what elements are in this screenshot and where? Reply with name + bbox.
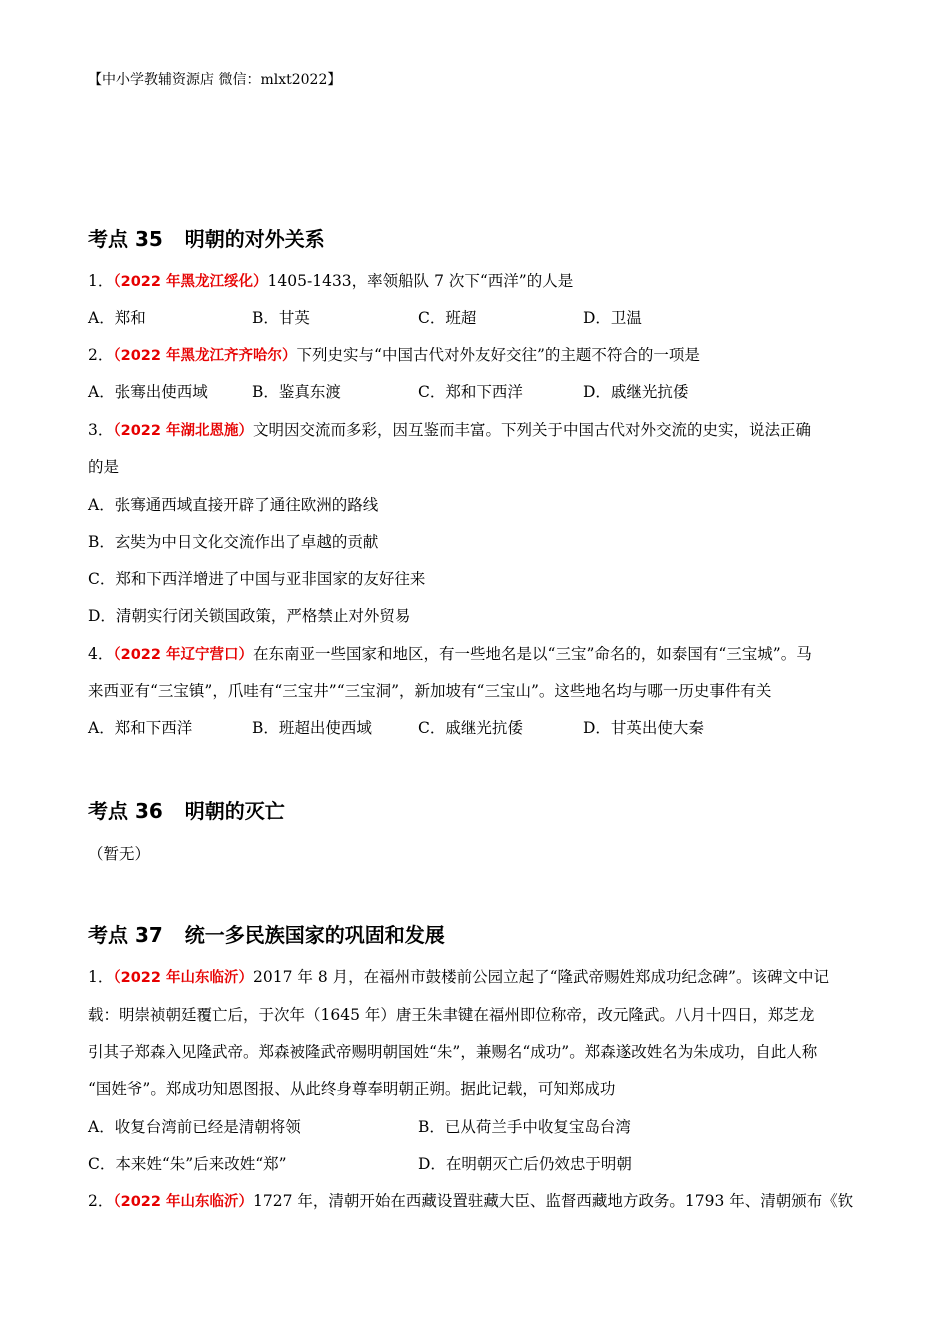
option-b[interactable]: B．玄奘为中日文化交流作出了卓越的贡献 [88, 533, 379, 551]
s35-q1-stem [88, 270, 868, 293]
s35-q1-options [88, 307, 868, 329]
option-d[interactable]: D．清朝实行闭关锁国政策，严格禁止对外贸易 [88, 607, 411, 625]
question-number: 1． [88, 272, 114, 290]
question-text: 下列史实与“中国古代对外友好交往”的主题不符合的一项是 [296, 346, 700, 364]
section-37-title [88, 921, 445, 949]
option-c[interactable]: C．郑和下西洋增进了中国与亚非国家的友好往来 [88, 570, 426, 588]
s37-q1-stem-line3: 引其子郑森入见隆武帝。郑森被隆武帝赐明朝国姓“朱”，兼赐名“成功”。郑森遂改姓名为朱成功，自此人称 [88, 1043, 818, 1061]
option-d[interactable]: D．卫温 [583, 309, 642, 327]
option-b[interactable]: B．班超出使西域 [252, 719, 372, 737]
section-36-title [88, 797, 285, 825]
option-b[interactable]: B．已从荷兰手中收复宝岛台湾 [418, 1118, 631, 1136]
section-35-number: 考点 35 [88, 227, 163, 251]
section-35-name: 明朝的对外关系 [184, 227, 325, 251]
s35-q4-stem [88, 643, 868, 666]
question-number: 2． [88, 1192, 114, 1210]
question-text: 文明因交流而多彩，因互鉴而丰富。下列关于中国古代对外交流的史实，说法正确 [253, 421, 812, 439]
s37-q1-stem-line2: 载：明崇祯朝廷覆亡后，于次年（1645 年）唐王朱聿键在福州即位称帝，改元隆武。八月十四日，郑芝龙 [88, 1006, 815, 1024]
section-36-number: 考点 36 [88, 799, 163, 823]
s35-q2-options [88, 381, 868, 403]
section-35-title [88, 225, 325, 253]
s37-q1-stem [88, 966, 868, 989]
question-text: 在东南亚一些国家和地区，有一些地名是以“三宝”命名的，如泰国有“三宝城”。马 [253, 645, 812, 663]
option-a[interactable]: A．张骞通西域直接开辟了通往欧洲的路线 [88, 496, 379, 514]
question-source: （2022 年黑龙江齐齐哈尔） [113, 348, 297, 364]
option-c[interactable]: C．班超 [418, 309, 477, 327]
s37-q1-options-row2 [88, 1153, 868, 1175]
option-a[interactable]: A．收复台湾前已经是清朝将领 [88, 1118, 301, 1136]
question-number: 3． [88, 421, 114, 439]
question-text: 2017 年 8 月，在福州市鼓楼前公园立起了“隆武帝赐姓郑成功纪念碑”。该碑文中记 [253, 968, 829, 986]
question-source: （2022 年辽宁营口） [113, 647, 254, 663]
s37-q1-options-row1 [88, 1116, 868, 1138]
section-36-name: 明朝的灭亡 [184, 799, 285, 823]
question-number: 4． [88, 645, 114, 663]
option-a[interactable]: A．郑和 [88, 309, 146, 327]
question-source: （2022 年湖北恩施） [113, 423, 254, 439]
option-c[interactable]: C．戚继光抗倭 [418, 719, 523, 737]
s35-q4-options [88, 717, 868, 739]
s35-q3-stem [88, 419, 868, 442]
section-37-number: 考点 37 [88, 923, 163, 947]
option-b[interactable]: B．鉴真东渡 [252, 383, 341, 401]
header-watermark: 【中小学教辅资源店 微信：mlxt2022】 [88, 72, 342, 88]
option-c[interactable]: C．本来姓“朱”后来改姓“郑” [88, 1155, 287, 1173]
option-d[interactable]: D．甘英出使大秦 [583, 719, 704, 737]
question-source: （2022 年山东临沂） [113, 1194, 254, 1210]
option-a[interactable]: A．郑和下西洋 [88, 719, 193, 737]
option-d[interactable]: D．戚继光抗倭 [583, 383, 689, 401]
option-b[interactable]: B．甘英 [252, 309, 310, 327]
question-text: 1727 年，清朝开始在西藏设置驻藏大臣、监督西藏地方政务。1793 年、清朝颁布《钦 [253, 1192, 854, 1210]
option-c[interactable]: C．郑和下西洋 [418, 383, 523, 401]
section-37-name: 统一多民族国家的巩固和发展 [184, 923, 445, 947]
question-number: 2． [88, 346, 114, 364]
s35-q2-stem [88, 344, 868, 367]
question-source: （2022 年山东临沂） [113, 970, 254, 986]
question-text: 1405-1433，率领船队 7 次下“西洋”的人是 [267, 272, 574, 290]
s35-q4-stem-cont: 来西亚有“三宝镇”，爪哇有“三宝井”“三宝洞”，新加坡有“三宝山”。这些地名均与哪一历史事件有关 [88, 682, 772, 700]
question-source: （2022 年黑龙江绥化） [113, 274, 268, 290]
s36-note: （暂无） [88, 845, 151, 863]
option-a[interactable]: A．张骞出使西域 [88, 383, 208, 401]
option-d[interactable]: D．在明朝灭亡后仍效忠于明朝 [418, 1155, 632, 1173]
s35-q3-stem-cont: 的是 [88, 458, 120, 476]
s37-q1-stem-line4: “国姓爷”。郑成功知恩图报、从此终身尊奉明朝正朔。据此记载，可知郑成功 [88, 1080, 616, 1098]
question-number: 1． [88, 968, 114, 986]
s37-q2-stem [88, 1190, 868, 1213]
